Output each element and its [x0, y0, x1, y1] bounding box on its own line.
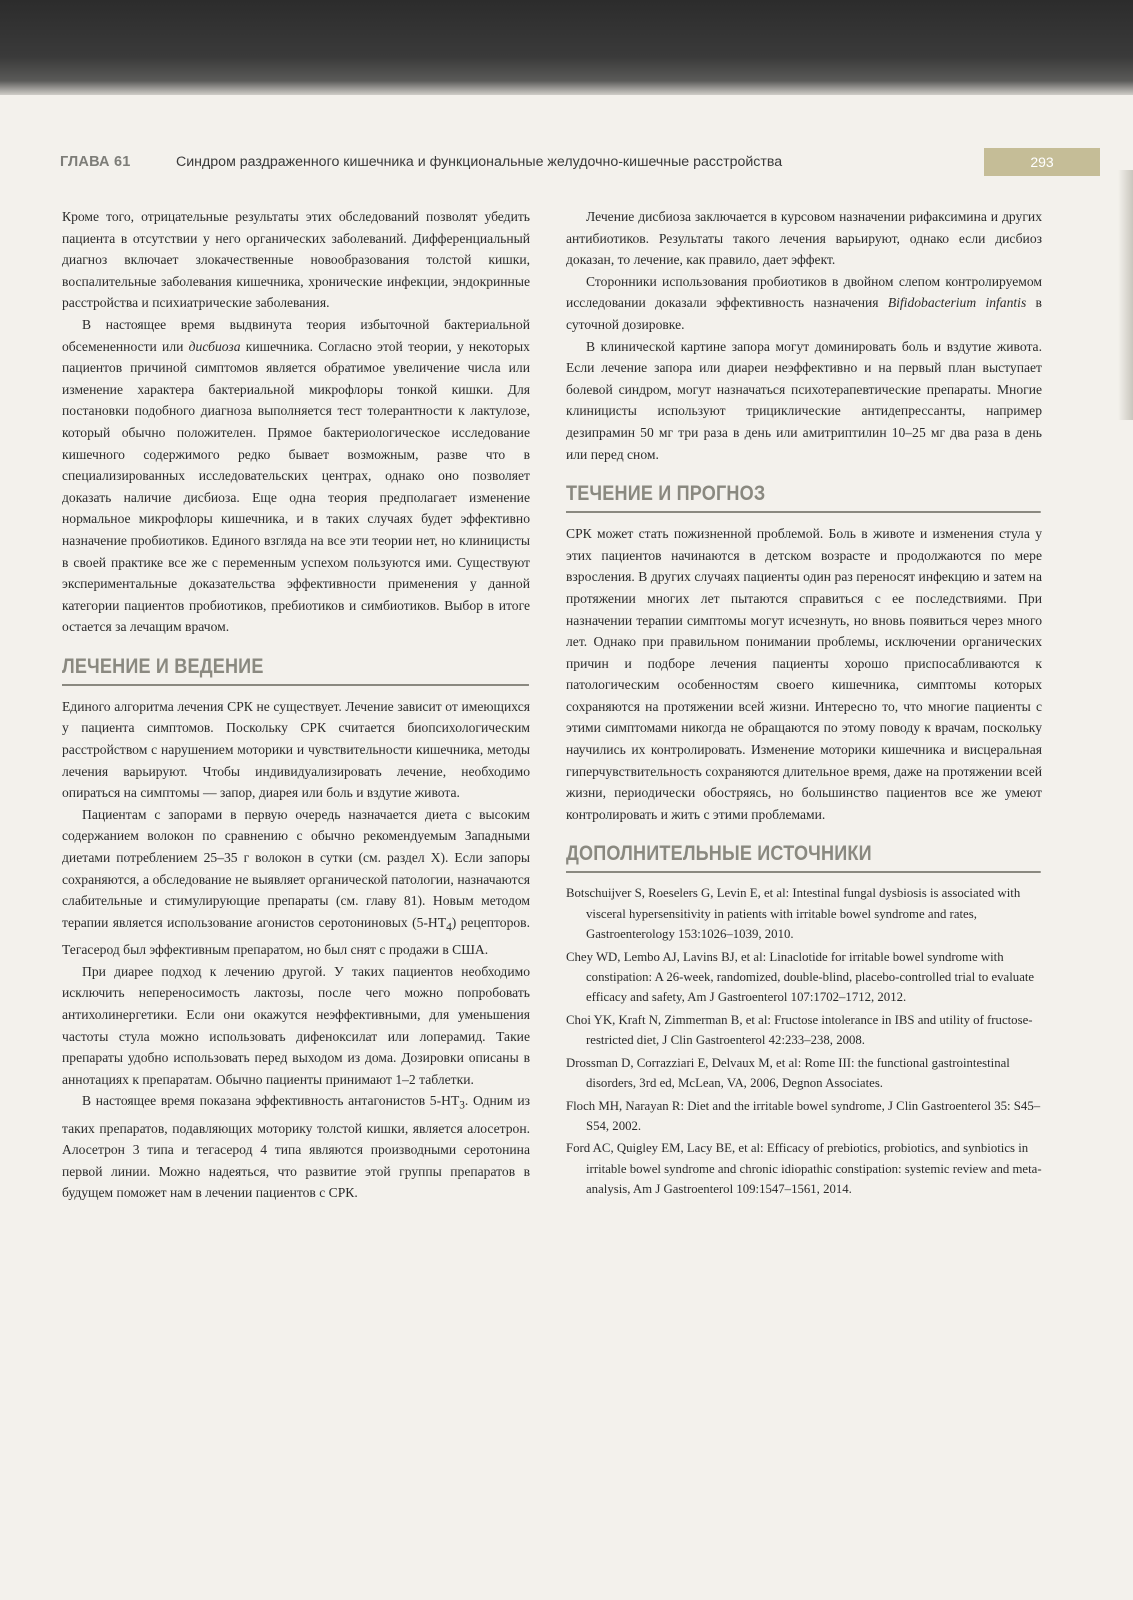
- section-heading-treatment: ЛЕЧЕНИЕ И ВЕДЕНИЕ: [62, 654, 529, 686]
- chapter-label: ГЛАВА 61: [60, 154, 131, 170]
- paragraph: В настоящее время выдвинута теория избыточной бактериальной обсемененности или дисбиоза кишечника. Согласно этой теории, у некоторых пациентов причиной симптомов является обратимое увеличение числа или изменение характера бактериальной микрофлоры тонкой кишки. Для постановки подобного диагноза выполняется тест толерантности к лактулозе, который обычно положителен. Прямое бактериологическое исследование кишечного содержимого редко бывает возможным, разве что в специализированных исследовательских центрах, однако оно позволяет доказать наличие дисбиоза. Еще одна теория предполагает изменение нормальное микрофлоры кишечника, и в таких случаях будет эффективно назначение пробиотиков. Единого взгляда на все эти теории нет, но клиницисты в своей практике все же с переменным успехом пользуются ими. Существуют экспериментальные доказательства эффективности применения у данной категории пациентов пробиотиков, пребиотиков и симбиотиков. Выбор в итоге остается за лечащим врачом.: [62, 316, 530, 635]
- paragraph: Пациентам с запорами в первую очередь назначается диета с высоким содержанием волокон по сравнению с обычно рекомендуемым Западными диетами потреблением 25–35 г волокон в сутки (см. раздел X). Если запоры сохраняются, а обследование не выявляет органической патологии, назначаются слабительные и стимулирующие препараты (см. главу 81). Новым методом терапии является использование агонистов серотониновых $(5-HT_4)$ рецепторов. Тегасерод был эффективным препаратом, но был снят с продажи в США.: [62, 806, 530, 958]
- paragraph: В клинической картине запора могут доминировать боль и вздутие живота. Если лечение запора или диареи неэффективно и на первый план выступает болевой синдром, могут назначаться психотерапевтические препараты. Многие клиницисты используют трициклические антидепрессанты, например дезипрамин 50 мг три раза в день или амитриптилин 10–25 мг два раза в день или перед сном.: [566, 338, 1042, 462]
- reference-list: [566, 883, 1042, 1199]
- right-column: [566, 206, 1042, 1202]
- chapter-title: Синдром раздраженного кишечника и функциональные желудочно-кишечные расстройства: [176, 154, 783, 170]
- reference-item: Chey WD, Lembo AJ, Lavins BJ, et al: Linaclotide for irritable bowel syndrome with constipation: A 26-week, randomized, double-blind, placebo-controlled trial to evaluate efficacy and safety, Am J Gastroenterol 107:1702–1712, 2012.: [566, 949, 1035, 1005]
- running-header: [60, 150, 1100, 178]
- left-column: [62, 206, 530, 1204]
- scan-right-edge: [1118, 170, 1133, 420]
- reference-item: Drossman D, Corrazziari E, Delvaux M, et al: Rome III: the functional gastrointestinal disorders, 3rd ed, McLean, VA, 2006, Degnon Associates.: [566, 1055, 1010, 1091]
- scan-top-shadow: [0, 0, 1133, 95]
- section-heading-sources: ДОПОЛНИТЕЛЬНЫЕ ИСТОЧНИКИ: [566, 841, 1041, 873]
- reference-item: Botschuijver S, Roeselers G, Levin E, et al: Intestinal fungal dysbiosis is associated with visceral hypersensitivity in patients with irritable bowel syndrome and rates, Gastroenterology 153:1026–1039, 2010.: [566, 886, 1021, 942]
- reference-item: Ford AC, Quigley EM, Lacy BE, et al: Efficacy of prebiotics, probiotics, and synbiotics in irritable bowel syndrome and chronic idiopathic constipation: systemic review and meta-analysis, Am J Gastroenterol 109:1547–1561, 2014.: [566, 1141, 1042, 1197]
- paragraph: Лечение дисбиоза заключается в курсовом назначении рифаксимина и других антибиотиков. Результаты такого лечения варьируют, однако если дисбиоз доказан, то лечение, как правило, дает эффект.: [566, 209, 1042, 268]
- reference-item: Choi YK, Kraft N, Zimmerman B, et al: Fructose intolerance in IBS and utility of fructose-restricted diet, J Clin Gastroenterol 42:233–238, 2008.: [566, 1012, 1033, 1048]
- reference-item: Floch MH, Narayan R: Diet and the irritable bowel syndrome, J Clin Gastroenterol 35: S45–S54, 2002.: [566, 1098, 1041, 1133]
- paragraph: СРК может стать пожизненной проблемой. Боль в животе и изменения стула у этих пациентов начинаются в детском возрасте и продолжаются по мере взросления. В других случаях пациенты один раз переносят инфекцию и затем на протяжении многих лет пытаются справиться с ее последствиями. При назначении терапии симптомы могут исчезнуть, но вновь появиться через много лет. Однако при правильном понимании проблемы, исключении органических причин и подборе лечения пациенты хорошо приспосабливаются к патологическим особенностям своего кишечника, симптомы которых сохраняются на протяжении всей жизни. Интересно то, что многие пациенты с этими симптомами никогда не обращаются по этому поводу к врачам, поскольку научились их контролировать. Изменение моторики кишечника и висцеральная гиперчувствительность сохраняются длительное время, даже на протяжении всей жизни, периодически обостряясь, но большинство пациентов все же умеют контролировать и жить с этими проблемами.: [566, 526, 1042, 822]
- section-heading-prognosis: ТЕЧЕНИЕ И ПРОГНОЗ: [566, 481, 1041, 513]
- paragraph: Единого алгоритма лечения СРК не существует. Лечение зависит от имеющихся у пациента симптомов. Поскольку СРК считается биопсихологическим расстройством с нарушением моторики и чувствительности кишечника, методы лечения варьируют. Чтобы индивидуализировать лечение, необходимо опираться на симптомы — запор, диарея или боль и вздутие живота.: [62, 698, 530, 801]
- paragraph: В настоящее время показана эффективность антагонистов $5-HT_3$. Одним из таких препаратов, подавляющих моторику толстой кишки, является алосетрон. Алосетрон 3 типа и тегасерод 4 типа являются производными серотонина первой линии. Можно надеяться, что развитие этой группы препаратов в будущем поможет нам в лечении пациентов с СРК.: [62, 1093, 530, 1201]
- paragraph: Кроме того, отрицательные результаты этих обследований позволят убедить пациента в отсутствии у него органических заболеваний. Дифференциальный диагноз включает злокачественные новообразования толстой кишки, воспалительные заболевания кишечника, хронические инфекции, эндокринные расстройства и психиатрические заболевания.: [62, 209, 530, 311]
- page-number: 293: [984, 148, 1100, 176]
- paragraph: При диарее подход к лечению другой. У таких пациентов необходимо исключить непереносимость лактозы, после чего можно попробовать антихолинергетики. Если они окажутся неэффективными, для уменьшения частоты стула можно использовать дифеноксилат или лоперамид. Такие препараты удобно использовать перед выходом из дома. Дозировки описаны в аннотациях к препаратам. Обычно пациенты принимают 1–2 таблетки.: [62, 963, 530, 1087]
- paragraph: Сторонники использования пробиотиков в двойном слепом контролируемом исследовании доказали эффективность назначения Bifidobacterium infantis в суточной дозировке.: [566, 273, 1042, 332]
